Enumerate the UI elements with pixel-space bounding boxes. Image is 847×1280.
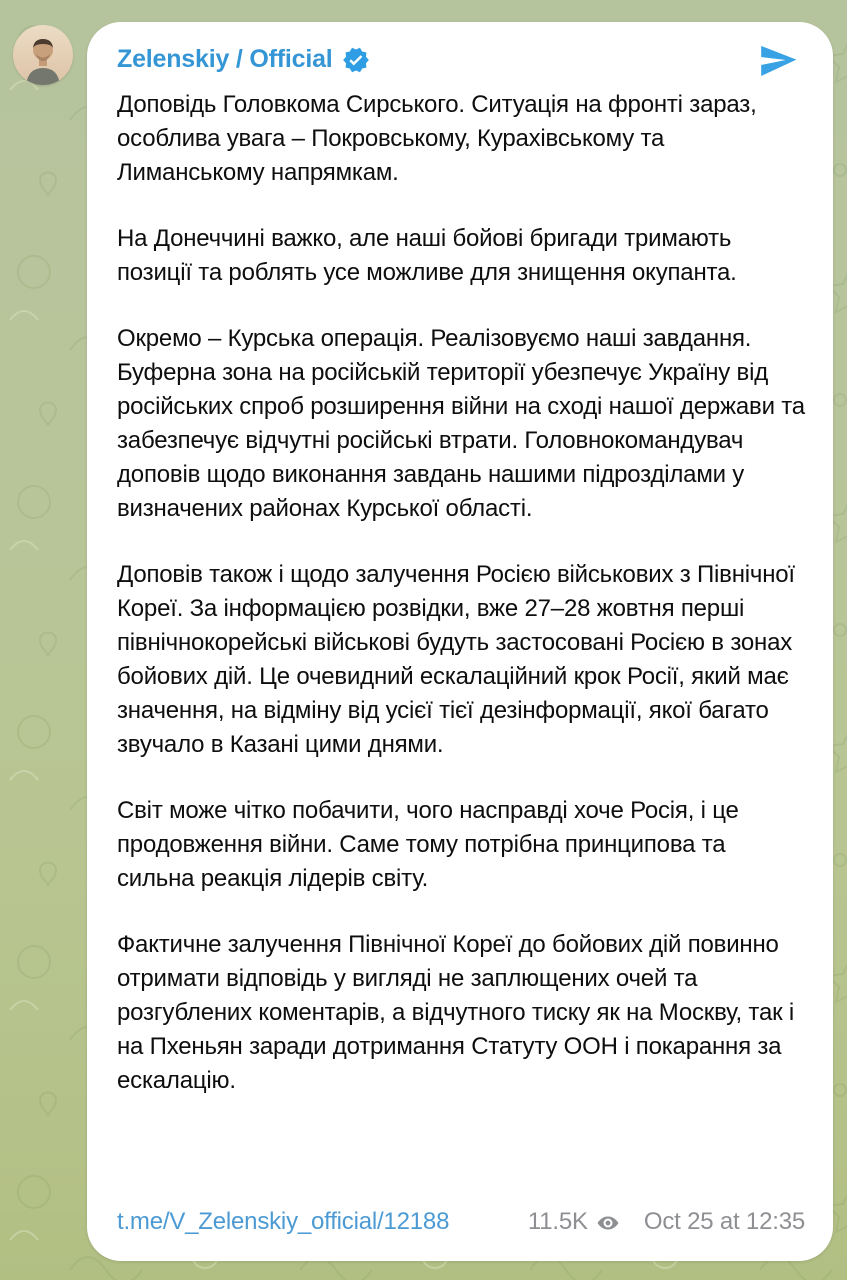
views-count: 11.5K [527, 1208, 588, 1235]
verified-badge-icon [342, 46, 370, 74]
views-eye-icon [596, 1211, 620, 1235]
post-paragraph: Доповідь Головкома Сирського. Ситуація на фронті зараз, особлива увага – Покровському, Курахівському та Лиманському напрямкам. [117, 91, 757, 186]
post-paragraph: Фактичне залучення Північної Кореї до бойових дій повинно отримати відповідь у вигляді не заплющених очей та розгублених коментарів, а відчутного тиску як на Москву, так і на Пхеньян заради дотримання Статуту ООН і покарання за ескалацію. [117, 931, 795, 1094]
message-meta [528, 1208, 805, 1236]
views-group [528, 1208, 620, 1236]
post-link[interactable]: t.me/V_Zelenskiy_official/12188 [117, 1208, 450, 1235]
message-header [117, 42, 807, 76]
post-paragraph: На Донеччині важко, але наші бойові бригади тримають позиції та роблять усе можливе для знищення окупанта. [117, 225, 737, 286]
post-paragraph: Доповів також і щодо залучення Росією військових з Північної Кореї. За інформацією розвідки, вже 27–28 жовтня перші північнокорейські військові будуть застосовані Росією в зонах бойових дій. Це очевидний ескалаційний крок Росії, який має значення, на відміну від усієї тієї дезінформації, якої багато звучало в Казані цими днями. [117, 561, 795, 758]
post-date: Oct 25 at 12:35 [643, 1208, 805, 1235]
post-paragraph: Світ може чітко побачити, чого насправді хоче Росія, і це продовження війни. Саме тому потрібна принципова та сильна реакція лідерів світу. [117, 797, 739, 892]
channel-name[interactable]: Zelenskiy / Official [117, 44, 333, 73]
share-paper-plane-icon[interactable] [757, 40, 799, 82]
post-paragraph: Окремо – Курська операція. Реалізовуємо наші завдання. Буферна зона на російській території убезпечує Україну від російських спроб розширення війни на сході нашої держави та забезпечує відчутні російські втрати. Головнокомандувач доповів щодо виконання завдань нашими підрозділами у визначених районах Курської області. [117, 325, 805, 522]
avatar-photo [13, 25, 73, 85]
channel-avatar[interactable] [13, 25, 73, 85]
message-bubble [87, 22, 833, 1261]
post-text [117, 88, 807, 1098]
message-footer [117, 1205, 805, 1239]
